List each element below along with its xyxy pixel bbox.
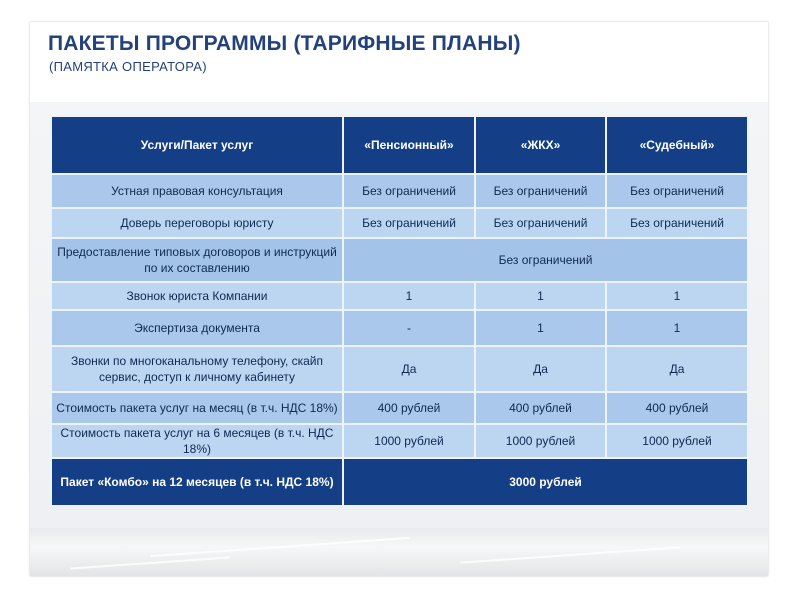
table-row bbox=[51, 392, 748, 424]
footer-decoration bbox=[30, 528, 768, 576]
tariff-table bbox=[50, 115, 749, 507]
cell-housing: 400 рублей bbox=[475, 392, 606, 424]
table-row bbox=[51, 424, 748, 458]
header-pension: «Пенсионный» bbox=[343, 116, 475, 174]
row-service: Звонок юриста Компании bbox=[51, 282, 343, 310]
cell-pension: 400 рублей bbox=[343, 392, 475, 424]
cell-housing: Без ограничений bbox=[475, 208, 606, 238]
cell-court: 1 bbox=[606, 282, 748, 310]
slide-title: ПАКЕТЫ ПРОГРАММЫ (ТАРИФНЫЕ ПЛАНЫ) bbox=[48, 32, 521, 55]
cell-pension: 1000 рублей bbox=[343, 424, 475, 458]
table-row bbox=[51, 174, 748, 208]
cell-court: Да bbox=[606, 346, 748, 392]
table-row bbox=[51, 346, 748, 392]
row-service: Предоставление типовых договоров и инструкций по их составлению bbox=[51, 238, 343, 282]
header-housing: «ЖКХ» bbox=[475, 116, 606, 174]
row-service: Звонки по многоканальному телефону, скайп сервис, доступ к личному кабинету bbox=[51, 346, 343, 392]
cell-pension: 1 bbox=[343, 282, 475, 310]
row-service: Стоимость пакета услуг на 6 месяцев (в т.ч. НДС 18%) bbox=[51, 424, 343, 458]
cell-housing: Да bbox=[475, 346, 606, 392]
row-service: Экспертиза документа bbox=[51, 310, 343, 346]
row-service: Устная правовая консультация bbox=[51, 174, 343, 208]
table-header-row bbox=[51, 116, 748, 174]
row-service: Стоимость пакета услуг на месяц (в т.ч. НДС 18%) bbox=[51, 392, 343, 424]
row-service: Доверь переговоры юристу bbox=[51, 208, 343, 238]
title-band bbox=[30, 22, 768, 102]
cell-court: 400 рублей bbox=[606, 392, 748, 424]
header-court: «Судебный» bbox=[606, 116, 748, 174]
cell-housing: Без ограничений bbox=[475, 174, 606, 208]
cell-court: 1 bbox=[606, 310, 748, 346]
combo-price: 3000 рублей bbox=[343, 458, 748, 506]
combo-row bbox=[51, 458, 748, 506]
combo-label: Пакет «Комбо» на 12 месяцев (в т.ч. НДС 18%) bbox=[51, 458, 343, 506]
cell-pension: Да bbox=[343, 346, 475, 392]
header-services: Услуги/Пакет услуг bbox=[51, 116, 343, 174]
table-row bbox=[51, 310, 748, 346]
table-row bbox=[51, 238, 748, 282]
cell-pension: Без ограничений bbox=[343, 174, 475, 208]
cell-pension: - bbox=[343, 310, 475, 346]
table-row bbox=[51, 282, 748, 310]
cell-court: Без ограничений bbox=[606, 208, 748, 238]
cell-housing: 1 bbox=[475, 282, 606, 310]
cell-court: 1000 рублей bbox=[606, 424, 748, 458]
cell-pension: Без ограничений bbox=[343, 208, 475, 238]
cell-merged: Без ограничений bbox=[343, 238, 748, 282]
table-row bbox=[51, 208, 748, 238]
cell-housing: 1000 рублей bbox=[475, 424, 606, 458]
cell-court: Без ограничений bbox=[606, 174, 748, 208]
cell-housing: 1 bbox=[475, 310, 606, 346]
slide-subtitle: (ПАМЯТКА ОПЕРАТОРА) bbox=[49, 59, 207, 74]
slide bbox=[30, 22, 768, 576]
